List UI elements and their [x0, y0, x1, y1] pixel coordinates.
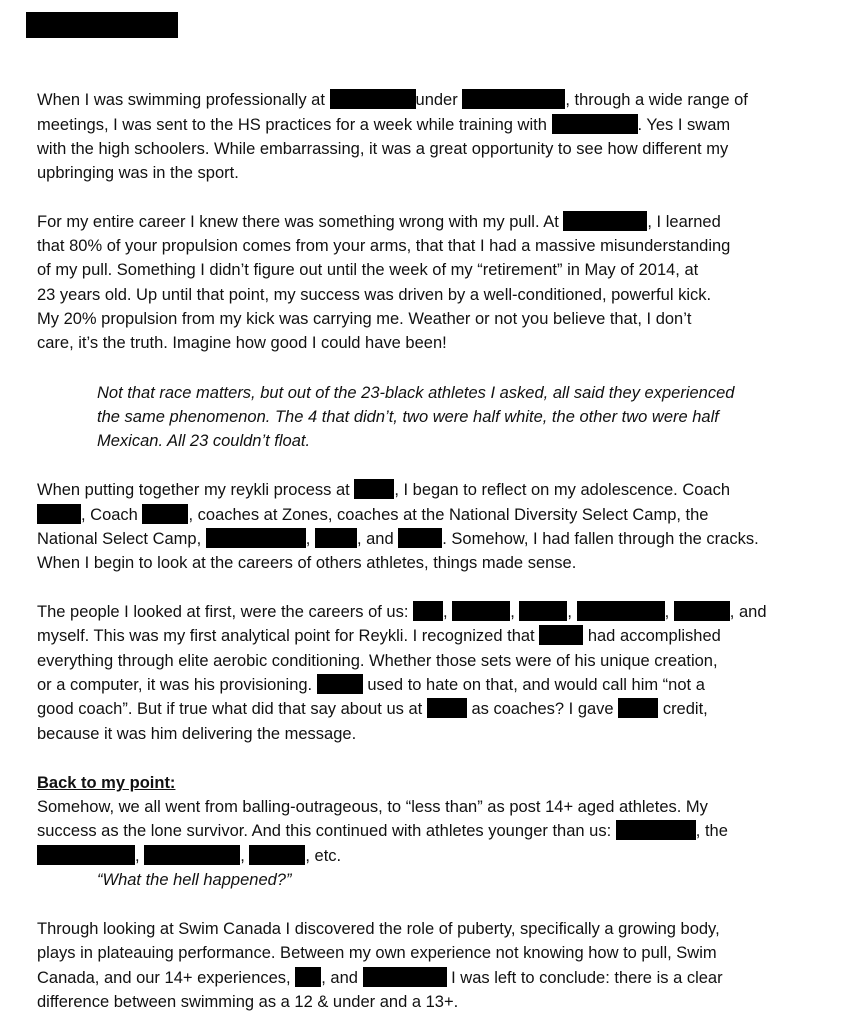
paragraph-2-line-4: 23 years old. Up until that point, my success was driven by a well-conditioned, powerful kick. [37, 286, 712, 304]
redaction [462, 89, 565, 109]
redaction [539, 625, 583, 645]
paragraph-1-line-4: upbringing was in the sport. [37, 164, 239, 182]
paragraph-6-line-2: plays in plateauing performance. Between my own experience not knowing how to pull, Swim [37, 944, 717, 962]
redaction [37, 504, 81, 524]
paragraph-3-line-2: , Coach , coaches at Zones, coaches at the National Diversity Select Camp, the [37, 503, 708, 527]
paragraph-6-line-3: Canada, and our 14+ experiences, , and I was left to conclude: there is a clear [37, 969, 723, 987]
paragraph-4-line-2: myself. This was my first analytical point for Reykli. I recognized that had accomplished [37, 627, 721, 645]
paragraph-6-line-4: difference between swimming as a 12 & under and a 13+. [37, 993, 459, 1011]
paragraph-4-line-4: or a computer, it was his provisioning. used to hate on that, and would call him “not a [37, 676, 705, 694]
redaction [563, 211, 647, 231]
paragraph-1-line-2: meetings, I was sent to the HS practices for a week while training with . Yes I swam [37, 116, 731, 134]
redaction [413, 601, 443, 621]
paragraph-2-line-6: care, it’s the truth. Imagine how good I could have been! [37, 334, 447, 352]
redaction [144, 845, 240, 865]
paragraph-5-line-1: Somehow, we all went from balling-outrageous, to “less than” as post 14+ aged athletes. My [37, 798, 708, 816]
paragraph-4-line-3: everything through elite aerobic conditioning. Whether those sets were of his unique creation, [37, 652, 718, 670]
redaction [37, 845, 135, 865]
redacted-title [26, 12, 178, 38]
paragraph-4-line-6: because it was him delivering the message. [37, 725, 357, 743]
redaction [618, 698, 658, 718]
paragraph-2-line-3: of my pull. Something I didn’t figure out until the week of my “retirement” in May of 2014, at [37, 261, 699, 279]
quote-line-1: Not that race matters, but out of the 23-black athletes I asked, all said they experienced [97, 384, 735, 402]
redaction [363, 967, 447, 987]
redaction [552, 114, 638, 134]
paragraph-1-line-3: with the high schoolers. While embarrassing, it was a great opportunity to see how different my [37, 140, 729, 158]
paragraph-3-line-4: When I begin to look at the careers of others athletes, things made sense. [37, 554, 577, 572]
paragraph-4-line-5: good coach”. But if true what did that say about us at as coaches? I gave credit, [37, 700, 708, 718]
paragraph-5-quote: “What the hell happened?” [97, 871, 292, 889]
paragraph-2-line-2: that 80% of your propulsion comes from your arms, that that I had a massive misunderstanding [37, 237, 731, 255]
redaction [452, 601, 510, 621]
redaction [295, 967, 321, 987]
redaction [249, 845, 305, 865]
quote-line-3: Mexican. All 23 couldn’t float. [97, 432, 311, 450]
paragraph-1-line-1: When I was swimming professionally at under , through a wide range of [37, 91, 748, 109]
paragraph-4-line-1: The people I looked at first, were the careers of us: , , , , , and [37, 603, 767, 621]
paragraph-5-line-3: , , , etc. [37, 844, 341, 868]
redaction [330, 89, 416, 109]
paragraph-3-line-3: National Select Camp, , , and . Somehow, I had fallen through the cracks. [37, 530, 759, 548]
quote-line-2: the same phenomenon. The 4 that didn’t, two were half white, the other two were half [97, 408, 719, 426]
paragraph-2-line-1: For my entire career I knew there was something wrong with my pull. At , I learned [37, 213, 721, 231]
redaction [317, 674, 363, 694]
paragraph-2-line-5: My 20% propulsion from my kick was carrying me. Weather or not you believe that, I don’t [37, 310, 692, 328]
redaction [206, 528, 306, 548]
paragraph-6-line-1: Through looking at Swim Canada I discovered the role of puberty, specifically a growing body, [37, 920, 720, 938]
paragraph-5-line-2: success as the lone survivor. And this continued with athletes younger than us: , the [37, 822, 728, 840]
redaction [354, 479, 394, 499]
redaction [616, 820, 696, 840]
redaction [398, 528, 442, 548]
redaction [142, 504, 188, 524]
redaction [674, 601, 730, 621]
redaction [519, 601, 567, 621]
redaction [577, 601, 665, 621]
redaction [315, 528, 357, 548]
paragraph-3-line-1: When putting together my reykli process at , I began to reflect on my adolescence. Coach [37, 481, 731, 499]
section-heading: Back to my point: [37, 774, 176, 792]
redaction [427, 698, 467, 718]
